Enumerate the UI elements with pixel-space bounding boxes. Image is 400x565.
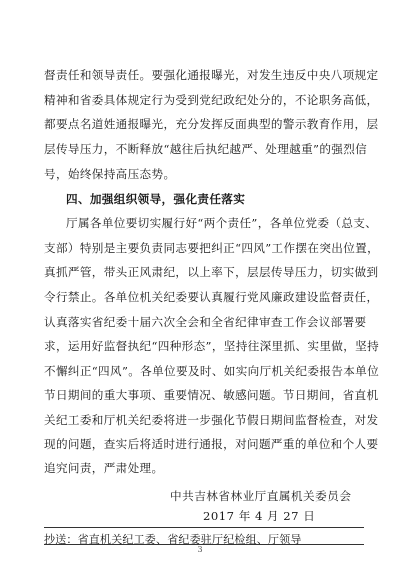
text-line: 节日期间的重大事项、重要情况、敏感问题。节日期间，省直机 <box>44 388 379 402</box>
text-line: 层传导压力，不断释放“越往后执纪越严、处理越重”的强烈信 <box>44 142 368 156</box>
text-line: 精神和省委具体规定行为受到党纪政纪处分的，不论职务高低， <box>44 93 379 107</box>
page-number: 3 <box>197 545 203 554</box>
text-line: 现的问题，查实后将适时进行通报，对问题严重的单位和个人要 <box>44 437 379 451</box>
text-line: 追究问责，严肃处理。 <box>44 461 164 475</box>
text-line: 都要点名道姓通报曝光，充分发挥反面典型的警示教育作用，层 <box>44 117 379 131</box>
text-line: 令行禁止。各单位机关纪委要认真履行党风廉政建设监督责任， <box>44 290 379 304</box>
text-line: 厅属各单位要切实履行好“两个责任”，各单位党委（总支、 <box>66 216 378 230</box>
text-line: 号，始终保持高压态势。 <box>44 167 176 181</box>
text-line: 关纪工委和厅机关纪委将进一步强化节假日期间监督检查，对发 <box>44 413 379 427</box>
section-heading: 四、加强组织领导，强化责任落实 <box>66 192 246 206</box>
text-line: 求，运用好监督执纪“四种形态”，坚持往深里抓、实里做，坚持 <box>44 339 380 353</box>
text-line: 支部）特别是主要负责同志要把纠正“四风”工作摆在突出位置， <box>44 241 380 255</box>
cc-line: 抄送：省直机关纪工委、省纪委驻厅纪检组、厅领导 <box>44 533 302 546</box>
issuing-organization: 中共吉林省林业厅直属机关委员会 <box>170 489 352 503</box>
text-line: 真抓严管，带头正风肃纪，以上率下，层层传导压力，切实做到 <box>44 265 379 279</box>
text-line: 认真落实省纪委十届六次全会和全省纪律审查工作会议部署要 <box>44 315 367 329</box>
issue-date: 2017 年 4 月 27 日 <box>203 509 316 523</box>
top-divider <box>44 527 364 528</box>
text-line: 不懈纠正“四风”。各单位要及时、如实向厅机关纪委报告本单位 <box>44 364 380 378</box>
text-line: 督责任和领导责任。要强化通报曝光，对发生违反中央八项规定 <box>44 68 379 82</box>
